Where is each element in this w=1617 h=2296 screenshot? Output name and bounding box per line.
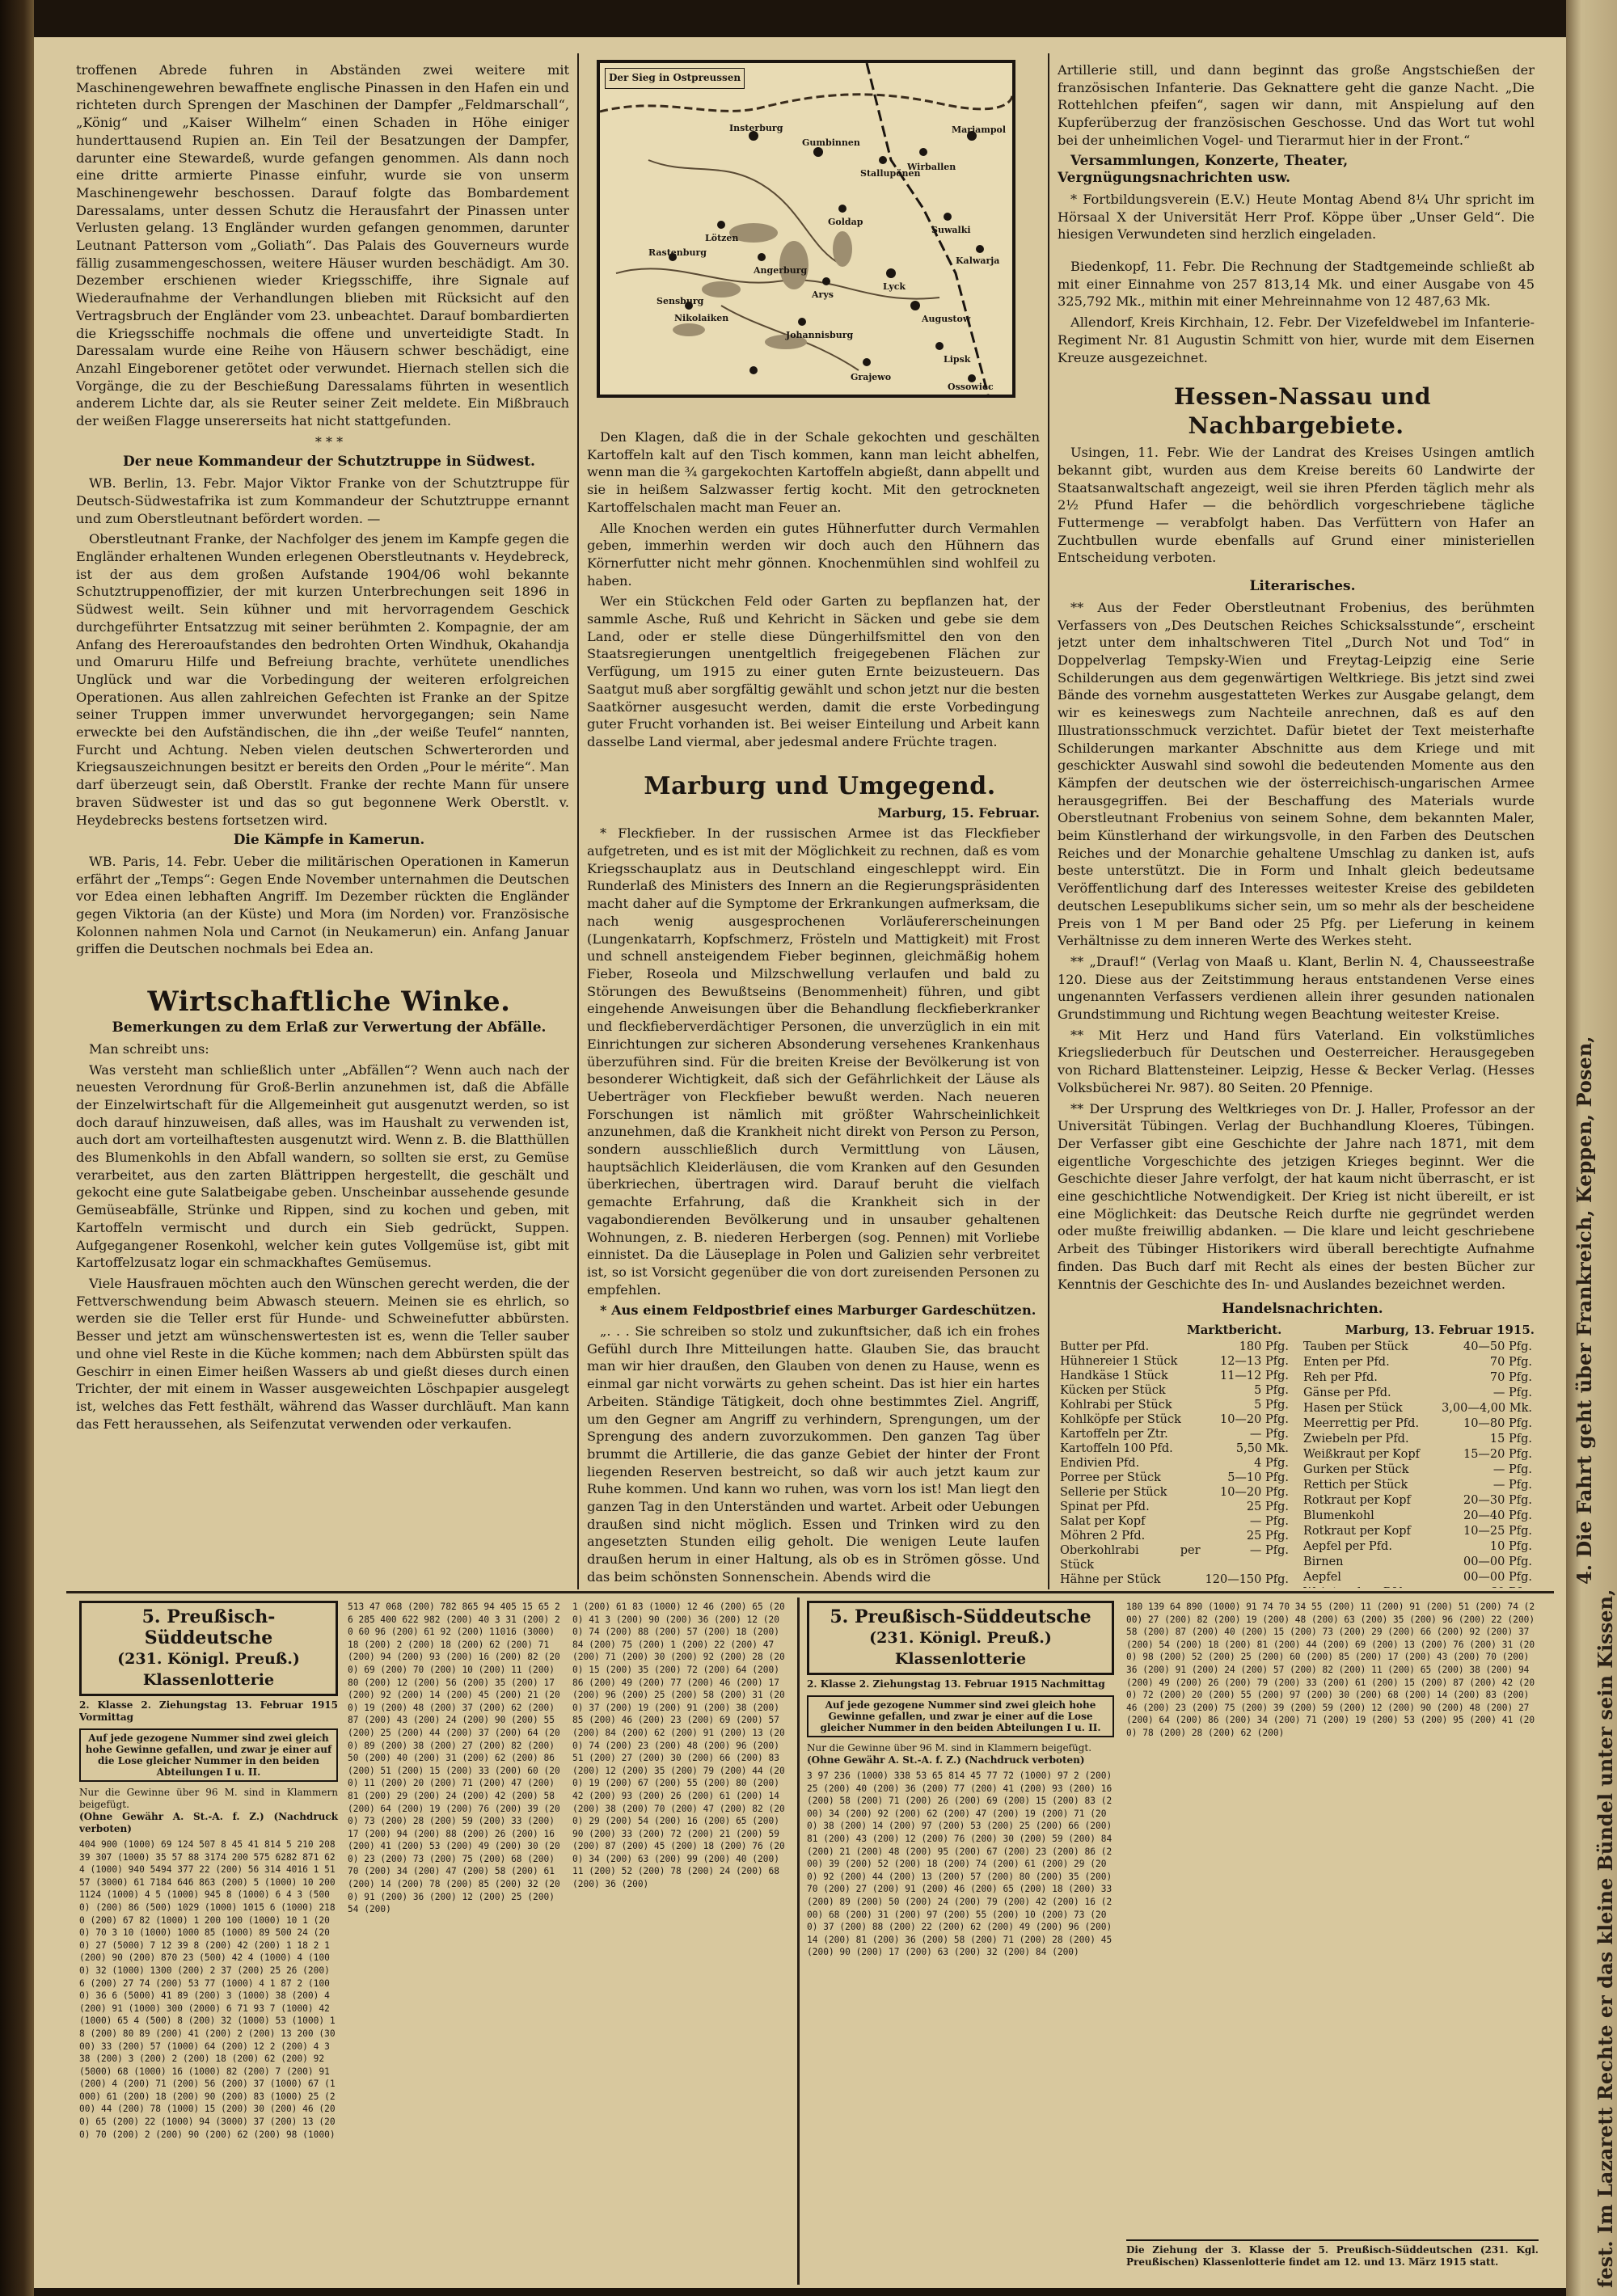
map-label: Grajewo (851, 372, 892, 382)
market-item: Aepfel per Pfd. (1303, 1540, 1392, 1554)
fleckfieber-article: * Fleckfieber. In der russischen Armee ist das Fleckfieber aufgetreten, und es ist mit der Möglichkeit zu rechnen, daß es vom Kriegsschauplatz aus in Deutschland eingeschleppt wird. Ein Runderlaß des Ministers des Innern an die Regierungspräsidenten macht daher auf die Symptome der Erkrankungen aufmerksam, die nach wenig ausgesprochenen Vorläufererscheinungen (Lungenkatarrh, Kopfschmerz, Frösteln und Mattigkeit) mit Frost und schnell ansteigendem Fieber beginnen, gleichmäßig hohem Fieber, Roseola und Milzschwellung verlaufen und bald zu Störungen des Bewußtseins (Benommenheit) führen, und gibt eingehende Anweisungen über die Behandlung fleckfieberkranker und fleckfieberverdächtiger Personen, die unverzüglich in ein mit Einrichtungen zur sicheren Absonderung versehenes Krankenhaus überzuführen sind. Für die breiten Kreise der Bevölkerung ist von besonderer Wichtigkeit, daß sich der Gefährlichkeit der Läuse als Ueberträger von Fleckfieber bewußt werden. Nach neueren Forschungen ist nämlich mit größter Wahrscheinlichkeit anzunehmen, daß die Krankheit nicht direkt von Person zu Person, sondern ausschließlich durch Vermittlung von Läusen, hauptsächlich Kleiderläusen, die vom Kranken auf den Gesunden überkriechen, übertragen wird. Darauf beruht die vielfach gemachte Erfahrung, daß die Krankheit sich in der vagabondierenden Bevölkerung und in unsauber gehaltenen Wohnungen, z. B. niederen Herbergen (sog. Pennen) mit Vorliebe einnistet. Da die Läuseplage in Polen und Galizien sehr verbreitet ist, so ist Vorsicht gegenüber die von dort zureisenden Personen zu empfehlen. (587, 825, 1040, 1298)
lottery-1-notice: Auf jede gezogene Nummer sind zwei gleich hohe Gewinne gefallen, und zwar je einer auf die Lose gleicher Nummer in den beiden Abteilungen I u. II. (79, 1728, 338, 1782)
market-item: Zwiebeln per Pfd. (1303, 1432, 1409, 1446)
map-title: Der Sieg in Ostpreussen (605, 68, 745, 89)
market-price: 70 Pfg. (1489, 1370, 1532, 1384)
heading-handelsnachrichten: Handelsnachrichten. (1222, 1301, 1383, 1318)
market-price: — Pfg. (1492, 1386, 1532, 1399)
kamerun-article: WB. Paris, 14. Febr. Ueber die militärischen Operationen in Kamerun erfährt der „Temps“: Gegen Ende November unternahmen die Deutschen vor Edea einen lebhaften Angriff. Im Dezember rückten die Engländer gegen Viktoria (an der Küste) und Mora (im Norden) vor. Französische Kolonnen nahmen Nola und Carnot (in Neukamerun) ein. Anfang Januar griffen die Deutschen nochmals bei Edea an. (76, 853, 569, 957)
market-price: 40—50 Pfg. (1463, 1340, 1532, 1353)
market-item: Weißkraut per Kopf (1303, 1448, 1420, 1462)
feldpostbrief-article: „. . . Sie schreiben so stolz und zukunftsicher, daß ich ein frohes Gefühl durch Ihre Mitteilungen hatte. Glauben Sie, das braucht man wir hier draußen, den Glauben von denen zu Hause, wenn es einmal gar nicht vorwärts zu gehen scheint. Das ist hier ein hartes Arbeiten. Ständige Tätigkeit, doch ohne bestimmtes Ziel. Angriff, um den Gegner am Angriff zu verhindern, Sprengungen, um der Sprengung des andern zuvorzukommen. Den ganzen Tag über brummt die Artillerie, die das ganze Gebiet der hinter der Front liegenden Reserven bestreicht, so daß wir auch jetzt kaum zur Ruhe kommen. Und kann wo ruhen, was vorn los ist! Man liegt den ganzen Tag in den Unterständen und wartet. Arbeit oder Uebungen draußen sind nicht möglich. Essen und Trinken wird zu den angesetzten Stunden eilig geholt. Die wenigen Leute laufen draußen herum in einer Haltung, als ob es in Strömen gösse. Und das beim schönsten Sonnenschein. Abends wird die (587, 1323, 1040, 1585)
map-label: Marjampol (952, 125, 1007, 135)
market-item: Butter per Pfd. (1060, 1340, 1150, 1353)
market-price-row (1058, 1471, 1291, 1485)
market-item (1301, 1585, 1432, 1588)
market-price-row (1058, 1572, 1291, 1587)
lottery-1-subtitle: 2. Klasse 2. Ziehungstag 13. Februar 1915 Vormittag (79, 1699, 338, 1723)
market-price: — Pfg. (1249, 1514, 1289, 1528)
fortbildungsverein: * Fortbildungsverein (E.V.) Heute Montag Abend 8¼ Uhr spricht im Hörsaal X der Universität Herr Prof. Köppe über „Unser Geld“. Die hiesigen Verwundeten sind herzlich eingeladen. (1058, 191, 1535, 243)
market-price: 15 Pfg. (1489, 1432, 1532, 1446)
marktbericht-heading: Marktbericht. (1187, 1323, 1282, 1337)
market-price-row (1301, 1493, 1535, 1509)
market-price-row (1058, 1587, 1291, 1588)
map-label: Augustow (922, 314, 971, 324)
column-3 (1058, 61, 1535, 1588)
lit-ursprung: ** Der Ursprung des Weltkrieges von Dr. J. Haller, Professor an der Universität Tübingen. Verlag der Buchhandlung Kloeres, Tübingen. Der Verfasser gibt eine Geschichte der Jahre nach 1871, mit dem eigentliche Vorgeschichte des jetzigen Krieges beginnt. Wer die Geschichte dieser Jahre verfolgt, der hat kaum nicht überrascht, er ist eine geschichtliche Notwendigkeit. Der Krieg ist nicht übereilt, er ist eine Möglichkeit: das Deutsche Reich durfte nie gegründet werden oder mußte freiwillig abdanken. — Die klare und leicht geschriebene Arbeit des Tübinger Historikers wird überall berechtigte Aufnahme finden. Das Buch darf mit Recht als eines der besten Bücher zur Kenntnis der Geschichte des In- und Auslandes bezeichnet werden. (1058, 1100, 1535, 1292)
market-price-row (1301, 1416, 1535, 1432)
market-price-row (1301, 1462, 1535, 1478)
separator: * * * (315, 433, 344, 449)
heading-bemerkungen: Bemerkungen zu dem Erlaß zur Verwertung der Abfälle. (112, 1019, 547, 1036)
market-price-row (1301, 1370, 1535, 1386)
market-price: 10 Pfg. (1489, 1540, 1532, 1554)
map-label: Arys (812, 289, 834, 300)
heading-kamerun: Die Kämpfe in Kamerun. (233, 832, 425, 849)
east-prussia-map (597, 60, 1015, 398)
market-item: Rotkraut per Kopf (1303, 1494, 1411, 1508)
market-price: 15—20 Pfg. (1463, 1448, 1532, 1462)
market-price: 3,00—4,00 Mk. (1442, 1401, 1532, 1415)
man-schreibt-uns: Man schreibt uns: (89, 1040, 209, 1057)
lottery-1-note: Nur die Gewinne über 96 M. sind in Klammern beigefügt. (79, 1787, 338, 1810)
market-item: Tauben per Stück (1303, 1340, 1408, 1353)
heading-kommandeur: Der neue Kommandeur der Schutztruppe in Südwest. (123, 454, 535, 471)
market-prices-right (1301, 1340, 1535, 1588)
market-price-row (1301, 1478, 1535, 1493)
market-price (1203, 1587, 1291, 1588)
market-item: Salat per Kopf (1060, 1514, 1146, 1528)
market-price-tables (1058, 1340, 1535, 1588)
market-prices-left (1058, 1340, 1291, 1588)
market-price (1432, 1585, 1535, 1588)
market-item: Spinat per Pfd. (1060, 1500, 1150, 1513)
market-item: Aepfel (1303, 1571, 1341, 1585)
map-label: Lyck (883, 281, 906, 292)
market-price: 5 Pfg. (1254, 1398, 1289, 1412)
lottery-1-title-2: (231. Königl. Preuß.) Klassenlotterie (117, 1650, 300, 1689)
market-price: 120—150 Pfg. (1205, 1572, 1289, 1586)
heading-literarisches: Literarisches. (1249, 578, 1356, 595)
daressalam-article: troffenen Abrede fuhren in Abständen zwei weitere mit Maschinengewehren bewaffnete englische Pinassen in den Hafen ein und richteten durch Sprengen der Maschinen der Dampfer „Feldmarschall“, „König“ und „Kaiser Wilhelm“ einen Schaden in Höhe einiger hunderttausend Rupien an. Ein Teil der Besatzungen der Dampfer, darunter eine Stewardeß, wurde gefangen genommen. Als dann noch eine dritte armierte Pinasse einfuhr, wurde sie von unserm Maschinengewehr beschossen. Darauf folgte das Bombardement Daressalams, unter dessen Schutz die Herausfahrt der Pinassen unter Verlusten gelang. 13 Engländer wurden gefangen genommen, darunter Leutnant Patterson vom „Goliath“. Das Palais des Gouverneurs wurde fällig zusammengeschossen, weitere Häuser wurden beschädigt. Am 30. Dezember erschienen wieder Kriegsschiffe, ihre Signale auf Wiederaufnahme der Verhandlungen blieben mit Rücksicht auf den Vertragsbruch der Engländer vom 23. unbeachtet. Darauf bombardierten die Kriegsschiffe nochmals die offene und unverteidigte Stadt. In Daressalam wurde eine Reihe von Häusern schwer beschädigt, eine Anzahl Eingeborener getötet oder verwundet. Hiernach stellen sich die Vorgänge, die zu der Beschießung Daressalams führten in wesentlich anderem Lichte dar, als sie Reuter seiner Zeit meldete. Ein Mißbrauch der weißen Flagge unsererseits hat nicht stattgefunden. (76, 62, 569, 429)
map-label: Wirballen (907, 162, 956, 172)
lottery-1-numbers-b: 513 47 068 (200) 782 865 94 405 15 65 26 285 400 622 982 (200) 40 3 31 (200) 20 60 96 (200) 61 92 (200) 11016 (3000) 18 (200) 2 (200) 18 (200) 62 (200) 71 (200) 94 (200) 93 (200) 16 (200) 82 (200) 69 (200) 70 (200) 10 (200) 11 (200) 80 (200) 12 (200) 56 (200) 35 (200) 17 (200) 92 (200) 14 (200) 45 (200) 21 (200) 19 (200) 48 (200) 37 (200) 62 (200) 87 (200) 43 (200) 24 (200) 90 (200) 55 (200) 25 (200) 44 (200) 37 (200) 64 (200) 89 (200) 38 (200) 27 (200) 82 (200) 50 (200) 40 (200) 31 (200) 62 (200) 86 (200) 51 (200) 15 (200) 33 (200) 60 (200) 11 (200) 20 (200) 71 (200) 47 (200) 81 (200) 29 (200) 24 (200) 42 (200) 58 (200) 64 (200) 19 (200) 76 (200) 39 (200) 73 (200) 28 (200) 59 (200) 33 (200) 17 (200) 94 (200) 88 (200) 26 (200) 16 (200) 41 (200) 53 (200) 49 (200) 30 (200) 23 (200) 73 (200) 75 (200) 68 (200) 70 (200) 34 (200) 47 (200) 58 (200) 61 (200) 14 (200) 78 (200) 85 (200) 32 (200) 91 (200) 36 (200) 12 (200) 25 (200) 54 (200) (348, 1602, 560, 1915)
adjacent-page-strip (1566, 0, 1617, 2296)
market-item: Gurken per Stück (1303, 1463, 1409, 1477)
lottery-2-note-2: (Ohne Gewähr A. St.-A. f. Z.) (Nachdruck verboten) (807, 1754, 1085, 1766)
lottery-2-numbers-a: 3 97 236 (1000) 338 53 65 814 45 77 72 (1000) 97 2 (200) 25 (200) 40 (200) 36 (200) 77 (200) 41 (200) 93 (200) 16 (200) 58 (200) 71 (200) 26 (200) 69 (200) 15 (200) 83 (200) 34 (200) 92 (200) 62 (200) 47 (200) 19 (200) 71 (200) 38 (200) 14 (200) 97 (200) 53 (200) 25 (200) 66 (200) 81 (200) 43 (200) 12 (200) 76 (200) 30 (200) 59 (200) 84 (200) 21 (200) 48 (200) 95 (200) 67 (200) 23 (200) 86 (200) 39 (200) 52 (200) 18 (200) 74 (200) 61 (200) 29 (200) 92 (200) 44 (200) 13 (200) 57 (200) 80 (200) 35 (200) 70 (200) 27 (200) 91 (200) 46 (200) 65 (200) 18 (200) 33 (200) 89 (200) 50 (200) 24 (200) 79 (200) 42 (200) 16 (200) 68 (200) 31 (200) 97 (200) 55 (200) 10 (200) 73 (200) 37 (200) 88 (200) 22 (200) 62 (200) 49 (200) 96 (200) 14 (200) 81 (200) 36 (200) 58 (200) 71 (200) 28 (200) 45 (200) 90 (200) 17 (200) 63 (200) 32 (200) 84 (200) (807, 1771, 1112, 1958)
market-price: 00—00 Pfg. (1463, 1555, 1532, 1569)
column-rule-1 (577, 53, 579, 1589)
map-label: Gumbinnen (802, 137, 860, 148)
market-item: Enten per Pfd. (1303, 1355, 1390, 1369)
market-price: — Pfg. (1249, 1543, 1289, 1557)
usingen-article: Usingen, 11. Febr. Wie der Landrat des Kreises Usingen amtlich bekannt gibt, wurden aus dem Kreise bereits 60 Landwirte der Staatsanwaltschaft angezeigt, weil sie ihren Pferden täglich mehr als 2½ Pfund Hafer — die behördlich vorgeschriebene tägliche Futtermenge — verabfolgt haben. Das Verfüttern von Hafer an Zuchtbullen wurde ebenfalls auf Grund einer ministeriellen Entscheidung verboten. (1058, 445, 1535, 566)
map-label: Nikolaiken (674, 313, 729, 323)
map-label: Johannisburg (786, 330, 854, 340)
lottery-2-header (807, 1601, 1114, 2222)
marktbericht (1058, 1322, 1535, 1340)
market-price-row (1301, 1509, 1535, 1524)
market-price-row (1058, 1456, 1291, 1471)
lottery-2-numbers-b: 180 139 64 890 (1000) 91 74 70 34 55 (200) 11 (200) 91 (200) 51 (200) 74 (200) 27 (200) 82 (200) 19 (200) 48 (200) 63 (200) 35 (200) 96 (200) 22 (200) 58 (200) 87 (200) 40 (200) 15 (200) 73 (200) 29 (200) 66 (200) 92 (200) 37 (200) 54 (200) 18 (200) 81 (200) 44 (200) 69 (200) 13 (200) 76 (200) 31 (200) 98 (200) 52 (200) 25 (200) 60 (200) 85 (200) 17 (200) 43 (200) 70 (200) 36 (200) 91 (200) 24 (200) 57 (200) 82 (200) 11 (200) 65 (200) 38 (200) 94 (200) 49 (200) 26 (200) 79 (200) 33 (200) 61 (200) 15 (200) 87 (200) 42 (200) 72 (200) 20 (200) 55 (200) 97 (200) 30 (200) 68 (200) 14 (200) 83 (200) 46 (200) 23 (200) 75 (200) 39 (200) 59 (200) 12 (200) 90 (200) 48 (200) 27 (200) 64 (200) 86 (200) 34 (200) 71 (200) 19 (200) 53 (200) 95 (200) 41 (200) 78 (200) 28 (200) 62 (200) (1126, 1602, 1535, 1738)
market-price: 10—25 Pfg. (1463, 1525, 1532, 1538)
market-price: 70 Pfg. (1489, 1355, 1532, 1369)
lottery-1-title-box (79, 1601, 338, 1696)
market-item: Handkäse 1 Stück (1060, 1369, 1168, 1382)
market-item: Möhren 2 Pfd. (1060, 1529, 1146, 1543)
market-item: Gänse per Pfd. (1303, 1386, 1391, 1399)
market-price: 10—20 Pfg. (1219, 1412, 1289, 1426)
market-item: Kohlköpfe per Stück (1060, 1412, 1181, 1426)
map-label: Kalwarja (956, 255, 1000, 266)
lottery-2-title: 5. Preußisch-Süddeutsche (830, 1606, 1091, 1627)
market-price-row (1058, 1514, 1291, 1529)
column-2 (587, 49, 1040, 1588)
market-price-row (1301, 1447, 1535, 1462)
market-price-row (1301, 1555, 1535, 1570)
market-price: 25 Pfg. (1246, 1529, 1289, 1543)
market-item: Birnen (1303, 1555, 1344, 1569)
market-price: 5 Pfg. (1254, 1383, 1289, 1397)
lottery-list-1 (79, 1601, 791, 2280)
market-price-row (1058, 1543, 1291, 1572)
heading-marburg: Marburg und Umgegend. (644, 771, 996, 800)
allendorf-notice: Allendorf, Kreis Kirchhain, 12. Febr. Der Vizefeldwebel im Infanterie-Regiment Nr. 81 Augustin Schmitt von hier, wurde mit dem Eisernen Kreuze ausgezeichnet. (1058, 314, 1535, 365)
market-price: 11—12 Pfg. (1219, 1369, 1289, 1382)
market-price-row (1301, 1355, 1535, 1370)
market-item (1058, 1587, 1203, 1588)
abfaelle-article-2: Viele Hausfrauen möchten auch den Wünschen gerecht werden, die der Fettverschwendung beim Abwasch steuern. Meinen sie es ehrlich, so werden sie die Teller erst für Hunde- und Schweinefutter abbürsten. Besser und jetzt am wünschenswertesten ist es, wenn die Teller sauber und ohne viel Reste in die Küche kommen; nach dem Abbürsten spült das Geschirr in einen Eimer heißen Wassers ab und gießt dieses durch einen Trichter, der mit einem in Wasser ausgeweichten Löschpapier ausgelegt ist, welches das Fett festhält, während das Wasser durchläuft. Man kann das Fett heraussehen, als Seifenzutat verwenden oder verkaufen. (76, 1276, 569, 1432)
market-price: 180 Pfg. (1239, 1340, 1289, 1353)
market-price: 5,50 Mk. (1235, 1441, 1289, 1455)
market-item: Kartoffeln per Ztr. (1060, 1427, 1168, 1441)
kommandeur-notice: WB. Berlin, 13. Febr. Major Viktor Franke von der Schutztruppe für Deutsch-Südwestafrika ist zum Kommandeur der Schutztruppe ernannt und zum Oberstleutnant befördert worden. — (76, 475, 569, 526)
horizontal-rule (66, 1591, 1554, 1593)
market-price-row (1301, 1539, 1535, 1555)
marburg-dateline: Marburg, 15. Februar. (877, 804, 1040, 821)
map-label: Insterburg (729, 123, 783, 133)
feldpostbrief-continued: Artillerie still, und dann beginnt das große Angstschießen der französischen Infanterie. Das Geknattere geht die ganze Nacht. „Die Rottehlchen pfeifen“, sagen wir dann, mit Anspielung auf den Kupferüberzug der französischen Geschosse. Und das Wort tut wohl bei der unheimlichen Vogel- und Tierarmut hier in der Front.“ (1058, 62, 1535, 148)
map-label: Suwalki (931, 225, 971, 235)
market-price-row (1058, 1383, 1291, 1398)
abfaelle-article-1: Was versteht man schließlich unter „Abfällen“? Wenn auch nach der neuesten Verordnung für Groß-Berlin anzunehmen ist, daß die Abfälle der Einzelwirtschaft für die Allgemeinheit gut ausgenutzt werden, so ist doch darauf hinzuweisen, daß alles, was im Haushalt zu verwenden ist, auch dort am vorteilhaftesten ausgenutzt wird. Wenn z. B. die Blatthüllen des Blumenkohls in den Abfall wandern, so sollten sie erst, zu Gemüse verarbeitet, aus den zarten Blättrippen hergestellt, die geschält und gekocht eine gute Salatbeigabe geben. Unscheinbar aussehende gesunde Gemüseabfälle, Strünke und Rippen, sind zu kochen und geben, mit Kartoffeln vermischt und durch ein Sieb gedrückt, Suppen. Aufgegangener Rosenkohl, welcher kein gutes Vollgemüse ist, gibt mit Kartoffelzusatz logar ein schmackhaftes Gemüsemus. (76, 1061, 569, 1271)
heading-wirtschaftliche-winke: Wirtschaftliche Winke. (147, 986, 511, 1019)
market-item: Endivien Pfd. (1060, 1456, 1140, 1470)
lottery-rule (797, 1597, 800, 2285)
lottery-2-footer: Die Ziehung der 3. Klasse der 5. Preußisch-Süddeutschen (231. Kgl. Preußischen) Klassenlotterie findet am 12. und 13. März 1915 statt. (1126, 2239, 1539, 2269)
market-item: Blumenkohl (1303, 1509, 1374, 1523)
lit-drauf: ** „Drauf!“ (Verlag von Maaß u. Klant, Berlin N. 4, Chausseestraße 120. Diese aus der Zeitstimmung heraus entstandenen Verse eines ungenannten Verfassers verdienen allein ihrer gesunden nationalen Grundstimmung und Richtung wegen Beachtung weitester Kreise. (1058, 953, 1535, 1023)
map-label: Sensburg (657, 296, 704, 306)
market-price: 20—40 Pfg. (1463, 1509, 1532, 1523)
map-label: Stallupönen (860, 168, 921, 179)
market-price-row (1058, 1340, 1291, 1354)
market-price: 00—00 Pfg. (1463, 1571, 1532, 1585)
column-rule-2 (1048, 53, 1049, 1589)
market-price: 5—10 Pfg. (1227, 1471, 1289, 1484)
heading-versammlungen: Versammlungen, Konzerte, Theater, Vergnügungsnachrichten usw. (1058, 152, 1349, 187)
market-item: Meerrettig per Pfd. (1303, 1416, 1420, 1430)
lottery-1-header (79, 1601, 338, 2280)
lottery-1-numbers-a: 404 900 (1000) 69 124 507 8 45 41 814 5 210 208 39 307 (1000) 35 57 88 3174 200 575 6282 871 624 (1000) 940 5494 377 22 (200) 56 314 4016 1 51 57 (3000) 61 7184 646 863 (200) 5 (1000) 10 200 1124 (1000) 4 5 (1000) 945 8 (1000) 6 4 3 (5000) (200) 86 (500) 1029 (1000) 1015 6 (1000) 2180 (200) 67 82 (1000) 1 200 100 (1000) 10 1 (200) 70 3 10 (1000) 1000 85 (1000) 89 500 24 (200) 27 (5000) 7 12 39 8 (200) 42 (200) 1 18 2 1 (200) 90 (200) 870 23 (500) 42 4 (1000) 4 (1000) 32 (1000) 1300 (200) 2 37 (200) 25 26 (200) 6 (200) 27 74 (200) 53 77 (1000) 4 1 87 2 (1000) 36 6 (5000) 41 89 (200) 3 (1000) 38 (200) 4 (200) 91 (1000) 300 (2000) 6 71 93 7 (1000) 42 (1000) 65 4 (500) 8 (200) 32 (1000) 53 (1000) 18 (200) 80 89 (200) 41 (200) 2 (200) 13 200 (3000) 33 (200) 57 (1000) 64 (200) 12 2 (200) 4 3 38 (200) 3 (200) 2 (200) 18 (200) 62 (200) 92 (5000) 68 (1000) 16 (1000) 82 (200) 7 (200) 91 (200) 4 (200) 71 (200) 56 (200) 37 (1000) 67 (1000) 61 (200) 18 (200) 90 (200) 83 (1000) 25 (200) 44 (200) 78 (1000) 15 (200) 30 (200) 46 (200) 65 (200) 22 (1000) 94 (3000) 37 (200) 13 (200) 70 (200) 2 (200) 90 (200) 62 (200) 98 (1000) (79, 1839, 336, 2140)
map-label: Lipsk (944, 354, 971, 365)
market-price-row (1301, 1340, 1535, 1355)
market-item: Kücken per Stück (1060, 1383, 1166, 1397)
market-price: 4 Pfg. (1254, 1456, 1289, 1470)
marktbericht-date: Marburg, 13. Februar 1915. (1345, 1323, 1535, 1337)
newspaper-page (34, 37, 1566, 2288)
market-price-row (1301, 1432, 1535, 1447)
market-price-row (1058, 1412, 1291, 1427)
map-label: Lötzen (705, 233, 739, 243)
market-price: 10—80 Pfg. (1463, 1416, 1532, 1430)
market-price-row (1058, 1427, 1291, 1441)
market-price-row (1058, 1398, 1291, 1412)
market-price-row (1301, 1401, 1535, 1416)
page-binding-shadow (0, 0, 34, 2296)
market-item: Reh per Pfd. (1303, 1370, 1378, 1384)
lit-herz-und-hand: ** Mit Herz und Hand fürs Vaterland. Ein volkstümliches Kriegsliederbuch für Deutschen und Oesterreicher. Herausgegeben von Richard Blattensteiner. Leipzig, Hesse & Becker Verlag. (Hesses Volksbücherei Nr. 987). 80 Seiten. 20 Pfennige. (1058, 1027, 1535, 1095)
lottery-2-subtitle: 2. Klasse 2. Ziehungstag 13. Februar 1915 Nachmittag (807, 1678, 1105, 1690)
map-label: Goldap (828, 217, 863, 227)
market-item: Rettich per Stück (1303, 1479, 1408, 1492)
kommandeur-article: Oberstleutnant Franke, der Nachfolger des jenem im Kampfe gegen die Engländer erhaltenen Wunden erlegenen Oberstleutnants v. Heydebreck, ist der aus dem großen Aufstande 1904/06 wohl bekannte Schutztruppenoffizier, der mit kurzen Unterbrechungen seit 1896 in Südwest weilt. Sein kühner und mit hervorragendem Geschick durchgeführter Entsatzzug mit seiner berühmten 2. Kompagnie, der am Anfang des Hereroaufstandes den bedrohten Orten Windhuk, Okahandja und Omaruru Hilfe und Befreiung brachte, verhütete unendliches Unglück und war die Vorbedingung der weiteren erfolgreichen Operationen. Aus allen zahlreichen Gefechten ist Franke an der Spitze seiner Truppen immer unverwundet hervorgegangen; sein Name erweckte bei den Aufständischen, die ihn „der weiße Teufel“ nannten, Furcht und Achtung. Neben vielen deutschen Schwerterorden und Kriegsauszeichnungen besitzt er bereits den Orden „Pour le mérite“. Man darf überzeugt sein, daß Oberstlt. Franke der rechte Mann für unsere braven Südwester ist und das so gut begonnene Werk Oberstlt. v. Heydebrecks bestens fortsetzen wird. (76, 531, 569, 828)
market-price: — Pfg. (1249, 1427, 1289, 1441)
market-item: Hähne per Stück (1060, 1572, 1161, 1586)
market-item: Kartoffeln 100 Pfd. (1060, 1441, 1173, 1455)
lottery-1-note-2: (Ohne Gewähr A. St.-A. f. Z.) (Nachdruck verboten) (79, 1811, 338, 1834)
lottery-2-title-2: (231. Königl. Preuß.) Klassenlotterie (869, 1629, 1052, 1668)
market-item: Oberkohlrabi per Stück (1060, 1543, 1201, 1572)
lottery-2-note: Nur die Gewinne über 96 M. sind in Klammern beigefügt. (807, 1742, 1092, 1754)
market-item: Porree per Stück (1060, 1471, 1161, 1484)
column-2-text (587, 428, 1040, 1588)
market-price: 20—30 Pfg. (1463, 1494, 1532, 1508)
lit-frobenius: ** Aus der Feder Oberstleutnant Frobenius, des berühmten Verfassers von „Des Deutschen Reiches Schicksalsstunde“, erscheint jetzt unter dem inhaltschweren Titel „Durch Not und Tod“ in Doppelverlag Tempsky-Wien und Freytag-Leipzig eine Serie Schilderungen aus dem gegenwärtigen Weltkriege. Bis jetzt sind zwei Bände des vornehm ausgestatteten Werkes zur Ausgabe gelangt, dem wir es keineswegs zum Nachteile anrechnen, daß es auf den Illustrationsschmuck verzichtet. Dafür bietet der Text meisterhafte Schilderungen markanter Abschnitte aus dem Kriege und mit geschickter Auswahl sind sowohl die bedeutenden Momente aus den Kämpfen der deutschen wie der österreichisch-ungarischen Armee herausgegriffen. Bei der Beschaffung des Materials wurde Oberstleutnant Frobenius von seinem Sohne, dem bekannten Maler, beim Künstlerhand der wirkungsvolle, in den Farben des Deutschen Reiches und der Monarchie gehaltene Umschlag zu danken ist, aufs beste unterstützt. Die in Form und Inhalt gleich bedeutsame Veröffentlichung darf des Interesses weitester Kreise des gebildeten deutschen Lesepublikums sicher sein, um so mehr als der bescheidene Preis von 1 M per Band oder 25 Pfg. per Lieferung in keinem Verhältnisse zu dem inneren Werte des Werkes steht. (1058, 599, 1535, 949)
adjacent-page-text-1: 4. Die Fahrt geht über Frankreich, Keppen, Posen, (1573, 1036, 1596, 1585)
market-price: — Pfg. (1492, 1479, 1532, 1492)
lottery-2-notice: Auf jede gezogene Nummer sind zwei gleich hohe Gewinne gefallen, und zwar je einer auf die Lose gleicher Nummer in den beiden Abteilungen I u. II. (807, 1695, 1114, 1737)
market-item: Rotkraut per Kopf (1303, 1525, 1411, 1538)
column-1 (76, 61, 569, 1588)
market-price: 25 Pfg. (1246, 1500, 1289, 1513)
market-item: Sellerie per Stück (1060, 1485, 1167, 1499)
market-price: 12—13 Pfg. (1219, 1354, 1289, 1368)
market-item: Hasen per Stück (1303, 1401, 1403, 1415)
lottery-1-title: 5. Preußisch-Süddeutsche (141, 1606, 276, 1648)
lottery-1-numbers-c: 1 (200) 61 83 (1000) 12 46 (200) 65 (200) 41 3 (200) 90 (200) 36 (200) 12 (200) 74 (200) 88 (200) 57 (200) 18 (200) 84 (200) 75 (200) 1 (200) 22 (200) 47 (200) 71 (200) 30 (200) 92 (200) 28 (200) 15 (200) 35 (200) 72 (200) 64 (200) 86 (200) 49 (200) 77 (200) 46 (200) 17 (200) 96 (200) 25 (200) 58 (200) 31 (200) 37 (200) 19 (200) 91 (200) 38 (200) 85 (200) 46 (200) 23 (200) 69 (200) 57 (200) 84 (200) 62 (200) 91 (200) 13 (200) 74 (200) 23 (200) 48 (200) 96 (200) 51 (200) 27 (200) 30 (200) 66 (200) 83 (200) 12 (200) 35 (200) 79 (200) 44 (200) 19 (200) 67 (200) 55 (200) 80 (200) 42 (200) 93 (200) 26 (200) 61 (200) 14 (200) 38 (200) 70 (200) 47 (200) 82 (200) 29 (200) 54 (200) 16 (200) 65 (200) 90 (200) 33 (200) 72 (200) 21 (200) 59 (200) 87 (200) 45 (200) 18 (200) 76 (200) 34 (200) 63 (200) 99 (200) 40 (200) 11 (200) 52 (200) 78 (200) 24 (200) 68 (200) 36 (200) (572, 1602, 785, 1890)
biedenkopf-notice: Biedenkopf, 11. Febr. Die Rechnung der Stadtgemeinde schließt ab mit einer Einnahme von 257 813,14 Mk. und einer Ausgabe von 45 325,792 Mk., mithin mit einer Mehreinnahme von 12 487,63 Mk. (1058, 259, 1535, 310)
lottery-2-title-box (807, 1601, 1114, 1675)
market-price-row (1058, 1529, 1291, 1543)
garten-tip: Wer ein Stückchen Feld oder Garten zu bepflanzen hat, der sammle Asche, Ruß und Kehricht in Säcken und gebe sie dem Land, oder er stelle diese Düngerhilfsmittel den von den Staatsregierungen unentgeltlich freigegebenen Flächen zur Verfügung, um 1915 zu einer guten Ernte beizusteuern. Das Saatgut muß aber sorgfältig gewählt und schon jetzt nur die besten Saatkörner ausgesucht werden, damit die erste Vorbedingung guter Frucht vorhanden ist. Bei weiser Einteilung und Arbeit kann dasselbe Land viermal, aber jedesmal andere Früchte tragen. (587, 593, 1040, 749)
market-price-row (1301, 1386, 1535, 1401)
market-item: Hühnereier 1 Stück (1060, 1354, 1178, 1368)
market-price: 10—20 Pfg. (1219, 1485, 1289, 1499)
map-label: Angerburg (754, 265, 808, 276)
heading-hessen-nassau: Hessen-Nassau und Nachbargebiete. (1174, 383, 1431, 440)
market-price: — Pfg. (1492, 1463, 1532, 1477)
market-price-row (1058, 1500, 1291, 1514)
market-price-row (1058, 1441, 1291, 1456)
market-price-row (1301, 1570, 1535, 1585)
knochen-tip: Alle Knochen werden ein gutes Hühnerfutter durch Vermahlen geben, immerhin werden wir doch auch den Hühnern das Körnerfutter nicht mehr gönnen. Knochenmühlen sind wohlfeil zu haben. (587, 520, 1040, 589)
market-price-row (1058, 1485, 1291, 1500)
adjacent-page-text-2: fest. Im Lazarett Rechte er das kleine Bündel unter sein Kissen, (1594, 1589, 1617, 2288)
feldpostbrief-heading: * Aus einem Feldpostbrief eines Marburger Gardeschützen. (600, 1302, 1036, 1319)
kartoffel-tip: Den Klagen, daß die in der Schale gekochten und geschälten Kartoffeln kalt auf den Tisch kommen, kann man leicht abhelfen, wenn man die ¾ gargekochten Kartoffeln abgießt, dann abpellt und sie in heißem Salzwasser fertig kocht. Mit den getrockneten Kartoffelschalen macht man Feuer an. (587, 429, 1040, 515)
map-label: Rastenburg (648, 247, 707, 258)
market-item: Kohlrabi per Stück (1060, 1398, 1172, 1412)
market-price-row (1058, 1354, 1291, 1369)
lottery-list-2 (807, 1601, 1551, 2280)
market-price-row (1301, 1585, 1535, 1588)
market-price-row (1058, 1369, 1291, 1383)
market-price-row (1301, 1524, 1535, 1539)
map-label: Ossowiec (948, 382, 994, 392)
